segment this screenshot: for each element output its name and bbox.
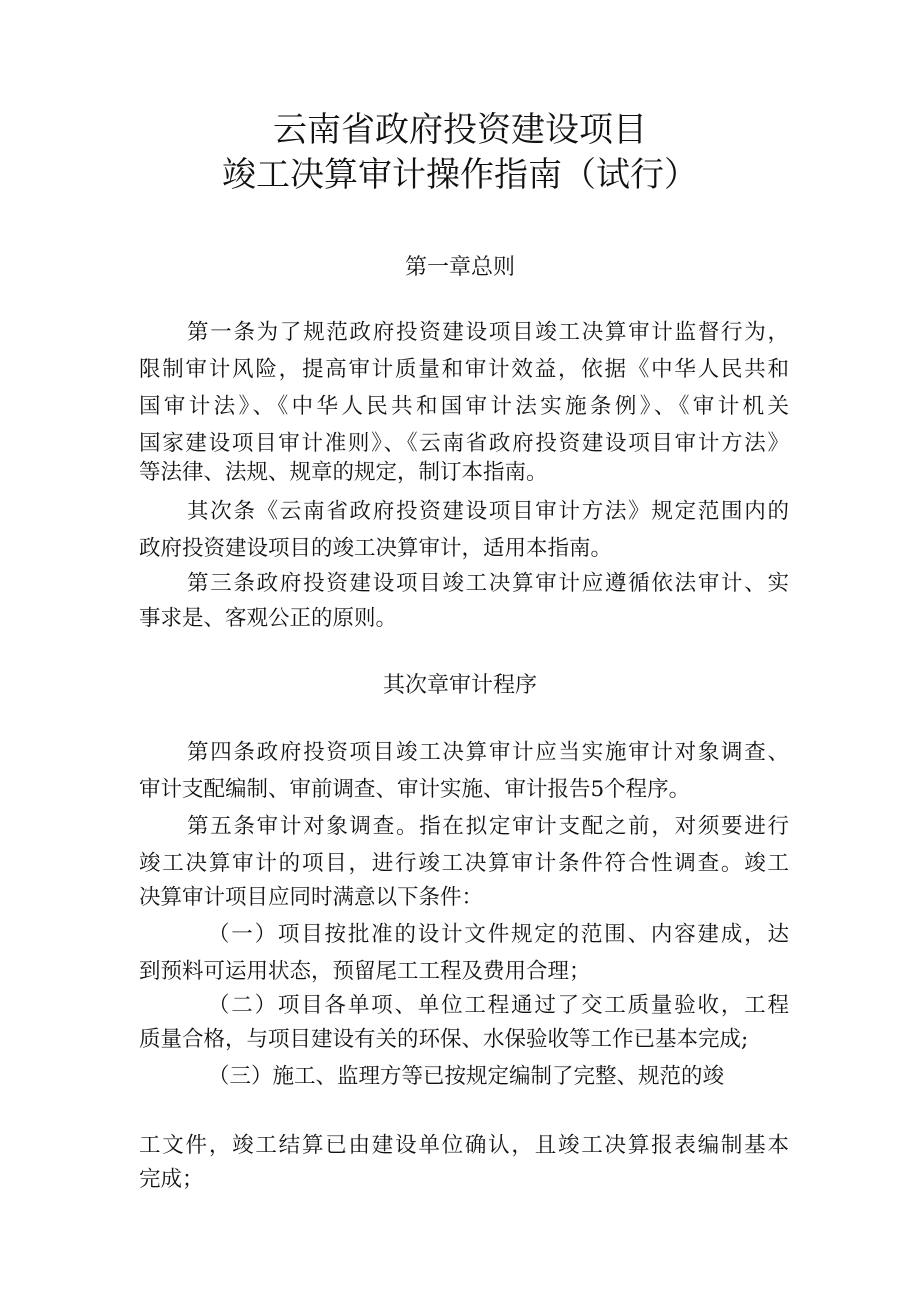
item-3-line: 完成； xyxy=(139,1167,204,1192)
article-5-line: 决算审计项目应同时满意以下条件： xyxy=(139,885,484,910)
chapter-1-heading: 第一章总则 xyxy=(404,255,515,280)
item-1-line: （一）项目按批准的设计文件规定的范围、内容建成，达 xyxy=(208,922,789,947)
document-title-line-1: 云南省政府投资建设项目 xyxy=(273,110,647,150)
article-2-line: 其次条《云南省政府投资建设项目审计方法》规定范围内的 xyxy=(187,499,789,524)
article-3-line: 事求是、客观公正的原则。 xyxy=(139,606,398,631)
article-1-line: 等法律、法规、规章的规定，制订本指南。 xyxy=(139,460,548,485)
article-1-line: 限制审计风险，提高审计质量和审计效益，依据《中华人民共和 xyxy=(139,357,789,382)
article-5-line: 第五条审计对象调查。指在拟定审计支配之前，对须要进行 xyxy=(187,814,789,839)
article-1-line: 第一条为了规范政府投资建设项目竣工决算审计监督行为， xyxy=(187,320,789,345)
chapter-2-heading: 其次章审计程序 xyxy=(382,673,537,698)
item-3-line: 工文件，竣工结算已由建设单位确认，且竣工决算报表编制基本 xyxy=(139,1133,789,1158)
article-3-line: 第三条政府投资建设项目竣工决算审计应遵循依法审计、实 xyxy=(187,571,789,596)
item-3-line: （三）施工、监理方等已按规定编制了完整、规范的竣 xyxy=(208,1064,725,1089)
article-4-line: 第四条政府投资项目竣工决算审计应当实施审计对象调查、 xyxy=(187,740,789,765)
article-1-line: 国审计法》、《中华人民共和国审计法实施条例》、《审计机关 xyxy=(139,394,789,419)
item-1-line: 到预料可运用状态，预留尾工工程及费用合理； xyxy=(139,959,591,984)
article-4-line: 审计支配编制、审前调查、审计实施、审计报告5个程序。 xyxy=(139,777,691,802)
article-2-line: 政府投资建设项目的竣工决算审计，适用本指南。 xyxy=(139,536,613,561)
item-2-line: （二）项目各单项、单位工程通过了交工质量验收，工程 xyxy=(208,993,789,1018)
item-2-line: 质量合格，与项目建设有关的环保、水保验收等工作已基本完成; xyxy=(139,1027,749,1052)
document-title-line-2: 竣工决算审计操作指南（试行） xyxy=(222,155,698,195)
article-1-line: 国家建设项目审计准则》、《云南省政府投资建设项目审计方法》 xyxy=(139,431,789,456)
article-5-line: 竣工决算审计的项目，进行竣工决算审计条件符合性调查。竣工 xyxy=(139,851,789,876)
